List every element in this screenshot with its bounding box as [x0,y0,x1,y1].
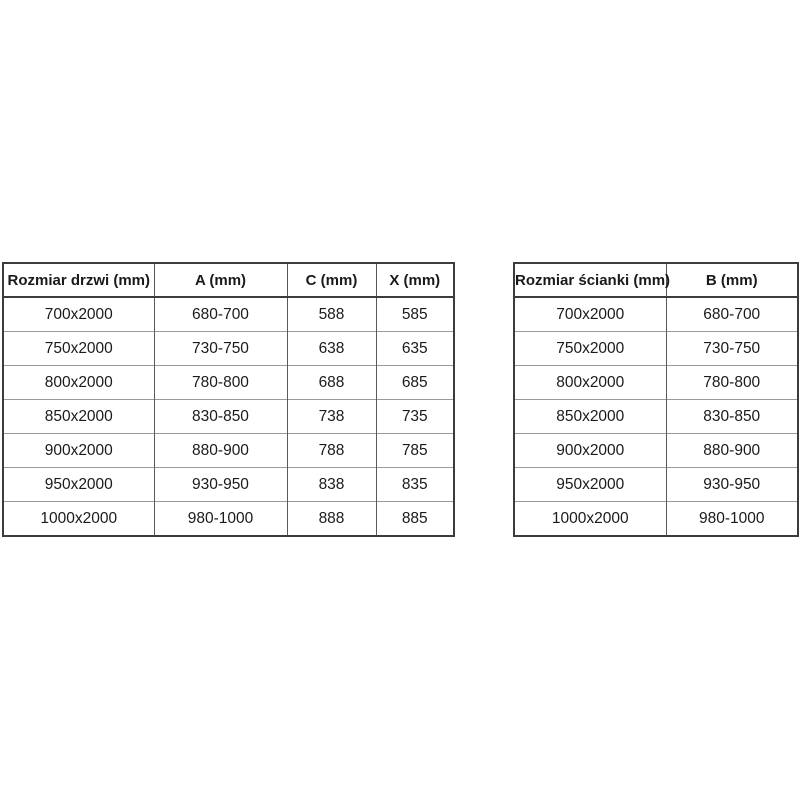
table-cell: 980-1000 [666,502,798,537]
table-cell: 900x2000 [3,434,154,468]
table-row [514,366,798,400]
table-cell: 685 [376,366,454,400]
table-cell: 1000x2000 [514,502,666,537]
table-cell: 830-850 [666,400,798,434]
table-row [3,502,454,537]
table-cell: 700x2000 [556,305,625,323]
table-row [514,434,798,468]
table-cell: 735 [376,400,454,434]
header-cell: Rozmiar ścianki (mm) [514,263,666,297]
table-cell: 750x2000 [3,332,154,366]
table-row [3,434,454,468]
door-size-table [2,262,455,537]
table-cell: 850x2000 [514,400,666,434]
table-row [3,297,454,332]
table-cell: 838 [287,468,376,502]
header-cell: B (mm) [666,263,798,297]
table-cell: 950x2000 [514,468,666,502]
table-row [514,297,798,332]
table-cell: 980-1000 [154,502,287,537]
table-cell: 730-750 [666,332,798,366]
table-cell: 788 [287,434,376,468]
table-cell: 700x2000 [44,305,113,323]
header-row [514,263,798,297]
table-cell: 750x2000 [514,332,666,366]
table-cell: 785 [376,434,454,468]
table-cell: 888 [287,502,376,537]
table-cell: 738 [287,400,376,434]
table-cell: 680-700 [666,297,798,332]
table-cell: 850x2000 [3,400,154,434]
table-row [3,400,454,434]
table-cell: 638 [287,332,376,366]
table-cell: 780-800 [154,366,287,400]
table-cell: 835 [376,468,454,502]
table-cell: 885 [376,502,454,537]
table-cell: 930-950 [666,468,798,502]
table-cell: 588 [287,297,376,332]
header-cell: A (mm) [154,263,287,297]
table-cell: 950x2000 [3,468,154,502]
table-cell: 880-900 [154,434,287,468]
table-cell: 800x2000 [514,366,666,400]
table-cell: 680-700 [154,297,287,332]
header-row [3,263,454,297]
table-row [514,502,798,537]
table-cell: 900x2000 [514,434,666,468]
table-row [514,400,798,434]
table-row [514,332,798,366]
table-cell: 780-800 [666,366,798,400]
table-cell: 880-900 [666,434,798,468]
table-row [3,332,454,366]
table-cell: 830-850 [154,400,287,434]
header-cell: X (mm) [376,263,454,297]
wall-size-table [513,262,799,537]
table-cell: 930-950 [154,468,287,502]
table-cell: 800x2000 [3,366,154,400]
header-cell: Rozmiar drzwi (mm) [3,263,154,297]
header-cell: C (mm) [287,263,376,297]
table-cell: 688 [287,366,376,400]
table-cell: 1000x2000 [3,502,154,537]
table-cell: 585 [376,297,454,332]
table-cell: 730-750 [154,332,287,366]
table-cell: 635 [376,332,454,366]
table-row [514,468,798,502]
table-row [3,468,454,502]
table-row [3,366,454,400]
